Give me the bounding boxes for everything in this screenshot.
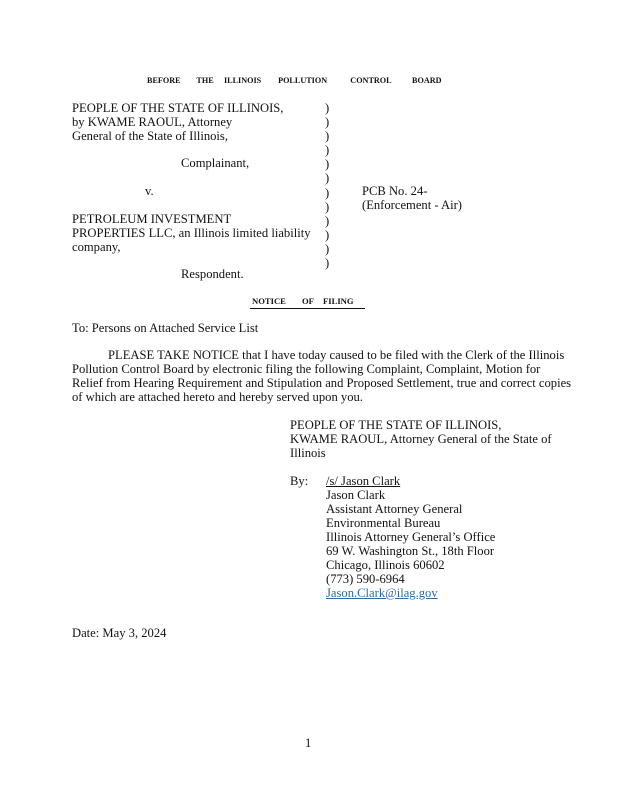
paren: ) — [325, 185, 330, 200]
header-word: BOARD — [412, 75, 442, 85]
signature-party — [290, 418, 552, 460]
header-word: CONTROL — [350, 75, 392, 85]
header-word: POLLUTION — [278, 75, 328, 85]
signer-phone: (773) 590-6964 — [326, 572, 405, 586]
by-label: By: — [290, 474, 309, 488]
signer-city: Chicago, Illinois 60602 — [326, 558, 445, 572]
respondent-label: Respondent. — [181, 267, 244, 281]
paren: ) — [325, 199, 330, 214]
paren: ) — [325, 227, 330, 242]
signer-name: Jason Clark — [326, 488, 386, 502]
versus: v. — [145, 184, 154, 198]
caption-parens — [325, 101, 329, 270]
case-number: PCB No. 24- — [362, 184, 428, 198]
signer-title: Assistant Attorney General — [326, 502, 463, 516]
caption-line: company, — [72, 240, 121, 254]
complainant-label: Complainant, — [181, 156, 250, 170]
date-line: Date: May 3, 2024 — [72, 626, 167, 640]
page-number: 1 — [305, 736, 312, 750]
paren: ) — [325, 129, 330, 144]
paren: ) — [325, 241, 330, 256]
respondent-name — [72, 212, 311, 254]
notice-word: NOTICE — [252, 296, 286, 306]
court-header — [147, 75, 451, 87]
email-link[interactable]: Jason.Clark@ilag.gov — [326, 586, 438, 600]
body-line-2: Pollution Control Board by electronic filing the following Complaint, Complaint, Motion for — [72, 362, 541, 376]
header-word: THE — [196, 75, 214, 85]
body-line-3: Relief from Hearing Requirement and Stipulation and Proposed Settlement, true and correct copies — [72, 376, 572, 390]
header-word: BEFORE — [147, 75, 181, 85]
electronic-signature: /s/ Jason Clark — [326, 474, 401, 488]
notice-heading — [250, 296, 365, 309]
caption-line: General of the State of Illinois, — [72, 129, 228, 143]
caption-line: PETROLEUM INVESTMENT — [72, 212, 232, 226]
caption-line: PEOPLE OF THE STATE OF ILLINOIS, — [72, 101, 284, 115]
body-line-1: PLEASE TAKE NOTICE that I have today caused to be filed with the Clerk of the Illinois — [108, 348, 565, 362]
notice-word: FILING — [323, 296, 354, 306]
signer-street: 69 W. Washington St., 18th Floor — [326, 544, 495, 558]
paren: ) — [325, 157, 330, 172]
party-line: Illinois — [290, 446, 326, 460]
caption-line: PROPERTIES LLC, an Illinois limited liability — [72, 226, 311, 240]
signer-office: Illinois Attorney General’s Office — [326, 530, 496, 544]
notice-word: OF — [302, 296, 314, 306]
party-line: KWAME RAOUL, Attorney General of the State of — [290, 432, 552, 446]
paren: ) — [325, 115, 330, 130]
complainant-name — [72, 101, 283, 143]
to-line: To: Persons on Attached Service List — [72, 321, 259, 335]
paren: ) — [325, 101, 330, 115]
case-type: (Enforcement - Air) — [362, 198, 463, 212]
header-word: ILLINOIS — [223, 75, 262, 85]
paren: ) — [325, 213, 330, 228]
body-line-4: of which are attached hereto and hereby served upon you. — [72, 390, 363, 404]
party-line: PEOPLE OF THE STATE OF ILLINOIS, — [290, 418, 502, 432]
paren: ) — [325, 143, 330, 158]
caption-line: by KWAME RAOUL, Attorney — [72, 115, 233, 129]
signer-bureau: Environmental Bureau — [326, 516, 441, 530]
signature-block — [326, 474, 495, 600]
paren: ) — [325, 256, 330, 271]
paren: ) — [325, 171, 330, 186]
